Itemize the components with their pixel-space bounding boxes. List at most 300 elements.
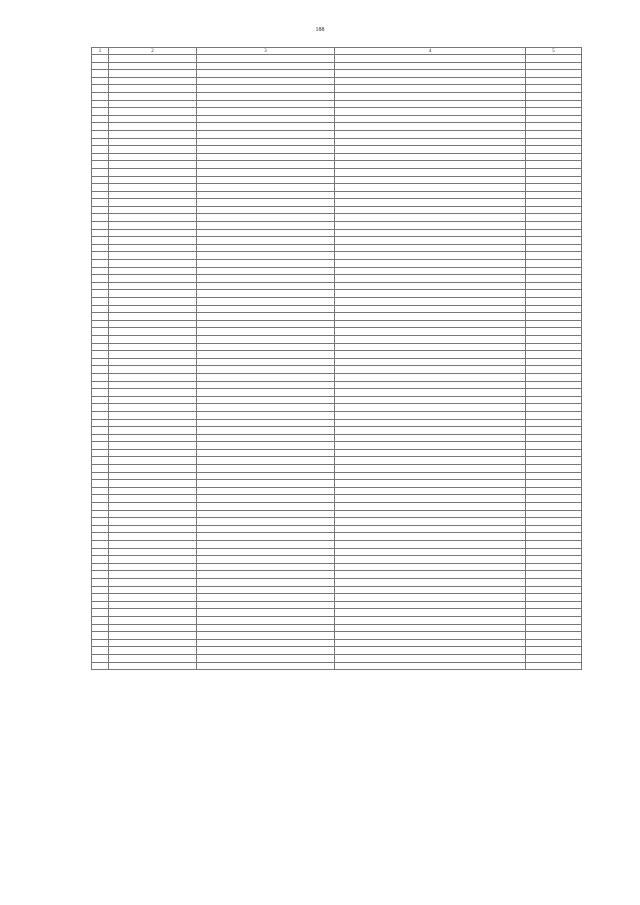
table-row [92,115,582,123]
table-cell [92,108,109,116]
table-cell [526,396,582,404]
table-cell [92,487,109,495]
column-number-row [92,48,582,55]
table-cell [526,282,582,290]
table-cell [526,176,582,184]
table-row [92,472,582,480]
table-cell [197,320,335,328]
table-cell [335,161,526,169]
table-cell [109,115,197,123]
table-cell [526,100,582,108]
table-cell [526,290,582,298]
table-cell [526,320,582,328]
table-row [92,70,582,78]
table-cell [526,138,582,146]
table-cell [526,373,582,381]
table-cell [92,563,109,571]
table-cell [197,366,335,374]
table-cell [92,343,109,351]
table-cell [92,427,109,435]
table-cell [92,320,109,328]
table-cell [92,244,109,252]
table-cell [197,161,335,169]
table-cell [335,487,526,495]
table-cell [92,55,109,63]
table-row [92,480,582,488]
table-row [92,533,582,541]
table-cell [335,510,526,518]
table-row [92,191,582,199]
table-row [92,624,582,632]
table-cell [335,237,526,245]
table-cell [92,222,109,230]
table-cell [109,465,197,473]
table-cell [197,578,335,586]
table-cell [335,609,526,617]
table-cell [526,55,582,63]
table-cell [197,313,335,321]
table-row [92,662,582,670]
table-cell [335,541,526,549]
table-cell [526,366,582,374]
table-cell [335,320,526,328]
table-cell [92,556,109,564]
table-cell [92,578,109,586]
table-cell [109,260,197,268]
table-row [92,358,582,366]
page-number: 188 [315,27,325,33]
table-cell [526,480,582,488]
table-cell [335,457,526,465]
table-cell [109,495,197,503]
table-row [92,457,582,465]
table-cell [109,214,197,222]
table-cell [197,237,335,245]
table-cell [526,130,582,138]
table-cell [109,108,197,116]
table-cell [92,176,109,184]
table-cell [526,632,582,640]
table-cell [335,176,526,184]
table-cell [92,275,109,283]
table-cell [526,389,582,397]
table-row [92,146,582,154]
table-cell [197,563,335,571]
table-cell [92,594,109,602]
table-cell [92,252,109,260]
table-cell [526,237,582,245]
table-row [92,62,582,70]
table-cell [92,609,109,617]
table-cell [109,130,197,138]
table-cell [197,290,335,298]
table-row [92,586,582,594]
table-row [92,328,582,336]
table-cell [335,335,526,343]
table-cell [92,373,109,381]
table-cell [92,191,109,199]
table-row [92,214,582,222]
table-cell [197,153,335,161]
table-cell [92,229,109,237]
table-cell [526,260,582,268]
table-cell [335,184,526,192]
table-cell [197,647,335,655]
table-row [92,305,582,313]
table-cell [109,632,197,640]
table-cell [92,624,109,632]
table-cell [109,548,197,556]
table-row [92,55,582,63]
table-cell [109,480,197,488]
table-cell [197,373,335,381]
table-cell [197,176,335,184]
table-cell [526,328,582,336]
table-row [92,184,582,192]
table-cell [526,449,582,457]
table-cell [197,358,335,366]
table-cell [526,662,582,670]
table-cell [197,632,335,640]
table-row [92,449,582,457]
table-cell [335,442,526,450]
table-cell [197,495,335,503]
table-row [92,411,582,419]
table-cell [526,419,582,427]
table-cell [526,108,582,116]
table-cell [109,586,197,594]
table-cell [92,442,109,450]
table-row [92,373,582,381]
table-cell [335,168,526,176]
table-cell [92,533,109,541]
table-row [92,335,582,343]
table-cell [92,335,109,343]
table-row [92,510,582,518]
table-row [92,130,582,138]
table-row [92,92,582,100]
table-cell [335,480,526,488]
table-cell [526,313,582,321]
table-cell [109,503,197,511]
table-cell [526,168,582,176]
table-cell [335,427,526,435]
table-cell [526,77,582,85]
table-cell [109,578,197,586]
table-cell [109,252,197,260]
table-row [92,206,582,214]
table-cell [526,510,582,518]
register-table [91,47,582,670]
table-cell [109,305,197,313]
table-cell [335,358,526,366]
table-row [92,434,582,442]
table-cell [92,404,109,412]
table-row [92,594,582,602]
table-cell [335,654,526,662]
table-cell [92,434,109,442]
table-cell [197,442,335,450]
table-row [92,108,582,116]
table-cell [335,275,526,283]
table-cell [335,290,526,298]
table-cell [335,662,526,670]
table-cell [197,541,335,549]
table-row [92,313,582,321]
table-row [92,85,582,93]
table-row [92,260,582,268]
table-cell [92,298,109,306]
table-cell [197,222,335,230]
table-cell [92,457,109,465]
table-cell [109,647,197,655]
table-cell [109,191,197,199]
table-cell [335,411,526,419]
table-cell [109,662,197,670]
table-cell [109,100,197,108]
table-cell [109,290,197,298]
table-cell [197,594,335,602]
table-row [92,518,582,526]
table-row [92,487,582,495]
table-cell [109,404,197,412]
table-cell [92,541,109,549]
table-cell [335,503,526,511]
table-row [92,563,582,571]
table-row [92,616,582,624]
table-row [92,654,582,662]
table-cell [92,503,109,511]
table-cell [526,244,582,252]
table-cell [335,465,526,473]
table-cell [109,457,197,465]
table-row [92,495,582,503]
table-row [92,199,582,207]
table-cell [526,541,582,549]
table-cell [197,427,335,435]
table-cell [526,153,582,161]
table-cell [526,548,582,556]
table-cell [335,472,526,480]
table-cell [335,123,526,131]
table-cell [526,267,582,275]
table-cell [335,518,526,526]
table-cell [109,267,197,275]
table-cell [92,411,109,419]
table-cell [109,358,197,366]
table-cell [526,214,582,222]
table-cell [109,510,197,518]
table-cell [92,214,109,222]
register-body [92,55,582,670]
table-cell [526,351,582,359]
table-cell [335,100,526,108]
table-cell [197,571,335,579]
table-cell [197,115,335,123]
table-row [92,601,582,609]
table-cell [92,495,109,503]
table-cell [197,487,335,495]
table-cell [197,533,335,541]
table-cell [526,525,582,533]
table-cell [526,594,582,602]
table-cell [197,525,335,533]
table-cell [335,571,526,579]
table-cell [526,85,582,93]
table-cell [335,191,526,199]
table-cell [92,115,109,123]
table-row [92,298,582,306]
table-cell [92,358,109,366]
table-cell [526,229,582,237]
table-row [92,176,582,184]
table-cell [109,533,197,541]
table-row [92,381,582,389]
table-row [92,100,582,108]
table-cell [109,153,197,161]
table-cell [92,237,109,245]
table-cell [109,427,197,435]
table-cell [197,123,335,131]
table-cell [526,115,582,123]
table-cell [197,267,335,275]
table-cell [335,214,526,222]
table-cell [92,510,109,518]
table-cell [197,465,335,473]
table-cell [526,465,582,473]
table-cell [335,229,526,237]
table-cell [92,389,109,397]
table-cell [526,609,582,617]
table-row [92,123,582,131]
table-cell [526,252,582,260]
table-cell [197,480,335,488]
table-cell [109,184,197,192]
table-cell [335,153,526,161]
table-cell [526,518,582,526]
table-cell [92,100,109,108]
table-cell [335,404,526,412]
table-cell [92,123,109,131]
table-cell [526,358,582,366]
table-cell [335,62,526,70]
table-cell [92,62,109,70]
table-cell [335,282,526,290]
table-cell [92,419,109,427]
table-cell [92,92,109,100]
table-cell [526,503,582,511]
table-row [92,632,582,640]
table-cell [109,85,197,93]
table-cell [335,578,526,586]
table-cell [335,449,526,457]
table-row [92,351,582,359]
table-cell [335,328,526,336]
table-row [92,366,582,374]
table-row [92,138,582,146]
table-cell [197,518,335,526]
table-cell [526,199,582,207]
table-cell [197,503,335,511]
table-row [92,282,582,290]
table-cell [109,343,197,351]
table-cell [526,647,582,655]
table-row [92,168,582,176]
table-row [92,252,582,260]
table-cell [109,594,197,602]
table-cell [109,571,197,579]
table-cell [335,108,526,116]
table-cell [197,70,335,78]
table-cell [197,77,335,85]
table-cell [526,427,582,435]
table-row [92,244,582,252]
table-cell [92,85,109,93]
table-cell [335,373,526,381]
table-cell [92,571,109,579]
table-cell [92,601,109,609]
table-cell [92,313,109,321]
table-cell [109,298,197,306]
table-cell [526,343,582,351]
table-row [92,556,582,564]
table-cell [335,70,526,78]
table-cell [526,305,582,313]
table-cell [109,222,197,230]
table-cell [92,465,109,473]
table-cell [197,130,335,138]
table-row [92,541,582,549]
table-cell [197,411,335,419]
table-cell [197,419,335,427]
table-cell [109,518,197,526]
table-cell [335,267,526,275]
table-row [92,389,582,397]
table-cell [197,556,335,564]
table-cell [92,168,109,176]
table-cell [526,381,582,389]
table-cell [109,282,197,290]
table-row [92,161,582,169]
table-cell [109,601,197,609]
table-cell [526,571,582,579]
table-cell [109,328,197,336]
table-cell [92,282,109,290]
table-cell [109,563,197,571]
table-cell [526,62,582,70]
table-row [92,427,582,435]
table-cell [92,449,109,457]
table-cell [335,434,526,442]
table-cell [197,616,335,624]
table-cell [526,556,582,564]
table-cell [526,275,582,283]
table-cell [526,298,582,306]
table-cell [109,556,197,564]
table-row [92,419,582,427]
table-cell [526,495,582,503]
table-cell [92,586,109,594]
table-cell [197,396,335,404]
table-row [92,571,582,579]
table-cell [197,609,335,617]
table-cell [109,77,197,85]
table-cell [197,184,335,192]
table-cell [335,85,526,93]
table-cell [526,457,582,465]
table-cell [109,62,197,70]
table-cell [197,335,335,343]
